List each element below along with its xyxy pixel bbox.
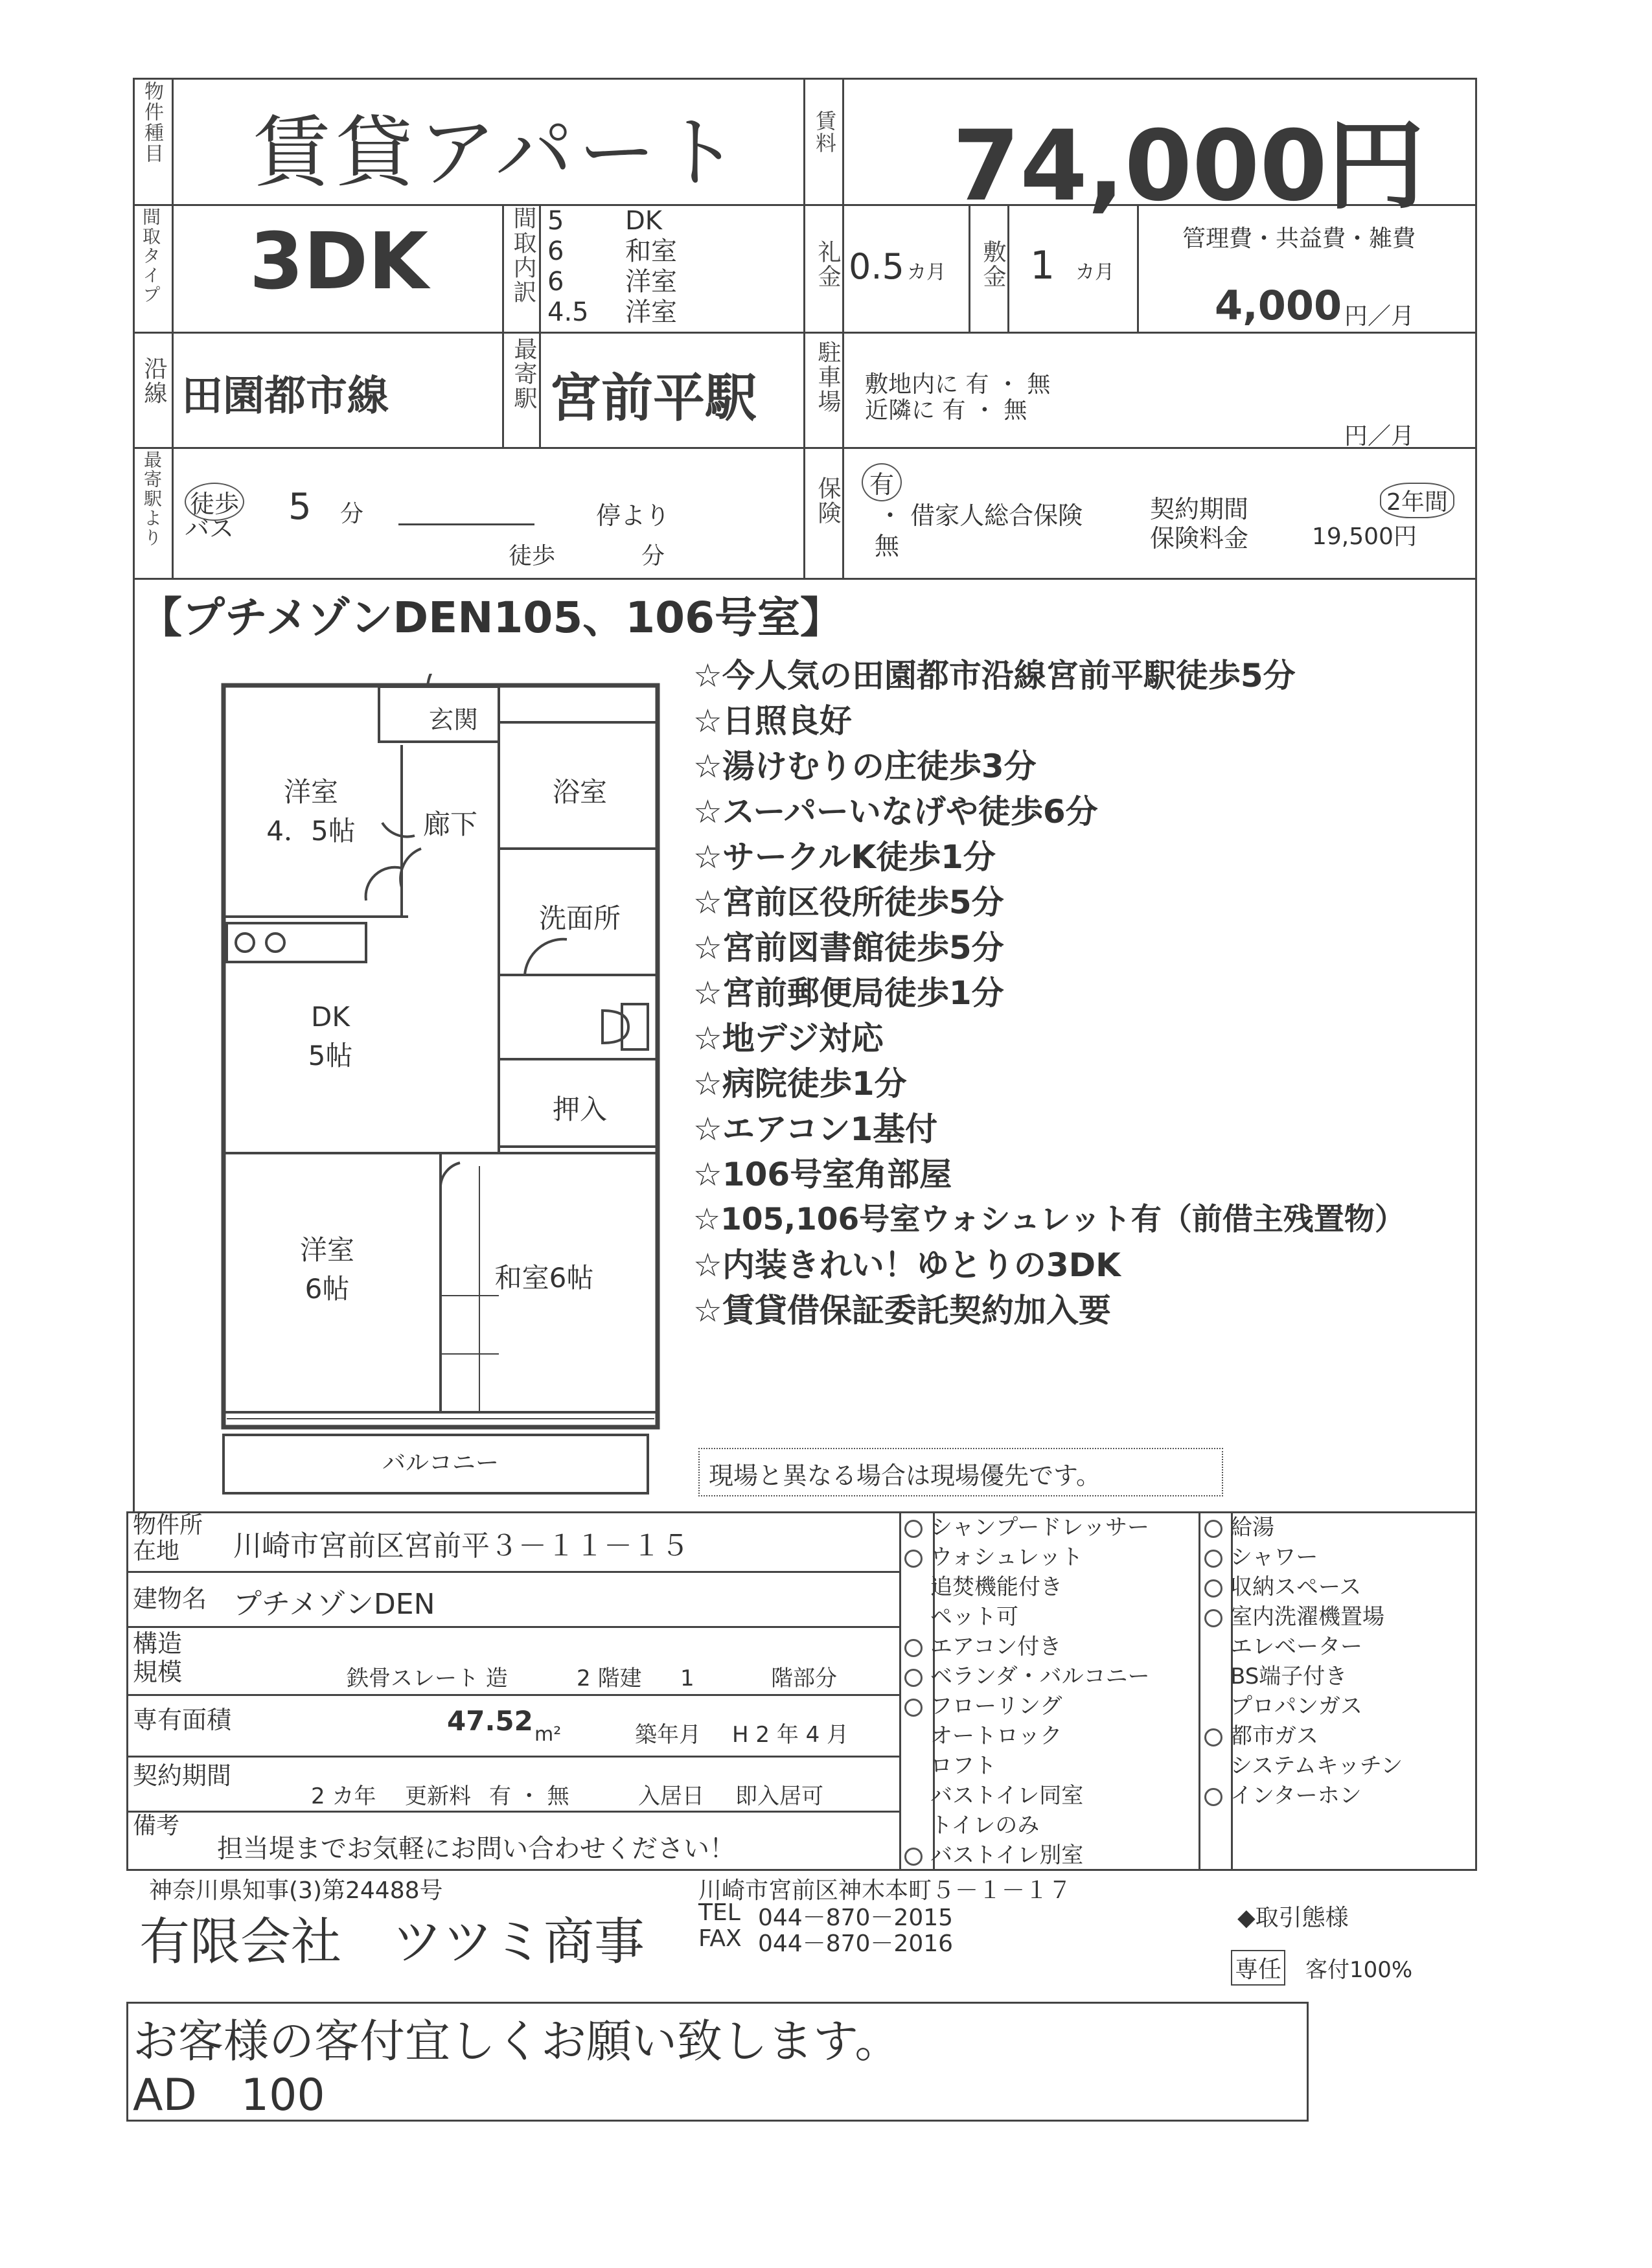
feature-item: ☆賃貸借保証委託契約加入要 [693, 1292, 1111, 1329]
breakdown-row: 6 洋室 [547, 267, 677, 297]
check-circle-icon [904, 1550, 923, 1568]
breakdown-row: 4.5 洋室 [547, 297, 677, 327]
feature-item: ☆日照良好 [693, 702, 852, 740]
structure-value: 鉄骨スレート 造 [347, 1666, 508, 1691]
area-label: 専有面積 [133, 1706, 232, 1734]
insurance-fee-label: 保険料金 [1150, 524, 1249, 553]
check-circle-icon [904, 1848, 923, 1866]
remarks-label: 備考 [133, 1813, 180, 1839]
area-unit: m² [534, 1723, 562, 1746]
deposit-label: 敷金 [980, 240, 1006, 289]
feature-item: ☆内装きれい！ゆとりの3DK [693, 1246, 1121, 1284]
equipment-item: インターホン [1200, 1781, 1473, 1811]
company-fax: 044－870－2016 [758, 1930, 954, 1957]
location-value: 川崎市宮前区宮前平３－１１－１５ [233, 1529, 689, 1563]
remarks-value: 担当堤までお気軽にお問い合わせください！ [217, 1834, 735, 1864]
feature-item: ☆106号室角部屋 [693, 1156, 952, 1193]
room-bath: 浴室 [552, 776, 607, 808]
access-label: 最寄駅より [141, 450, 163, 547]
equipment-item: 都市ガス [1200, 1721, 1473, 1751]
parking-nearby: 近隣に 有 ・ 無 [865, 397, 1027, 424]
insurance-no: 無 [875, 532, 900, 560]
check-circle-icon [1204, 1520, 1222, 1538]
parking-onsite: 敷地内に 有 ・ 無 [865, 371, 1051, 398]
transaction-type: 専任 [1231, 1950, 1285, 1986]
check-circle-icon [1204, 1579, 1222, 1598]
breakdown-label: 間取内訳 [510, 206, 536, 304]
feature-item: ☆宮前図書館徒歩5分 [693, 929, 1004, 967]
key-money-unit: カ月 [907, 261, 946, 284]
equipment-item: ペット可 [930, 1604, 1018, 1630]
equipment-item: システムキッチン [1230, 1753, 1403, 1779]
type-value: 賃貸アパート [253, 108, 744, 198]
move-value: 即入居可 [735, 1783, 823, 1809]
transaction-label: ◆取引態様 [1237, 1905, 1349, 1931]
room-dk: DK 5帖 [308, 1001, 353, 1071]
feature-item: ☆今人気の田園都市沿線宮前平駅徒歩5分 [693, 657, 1296, 694]
equipment-item: ロフト [930, 1753, 996, 1779]
breakdown-list [547, 206, 807, 328]
check-circle-icon [1204, 1550, 1222, 1568]
walk2-unit: 分 [641, 543, 665, 569]
equipment-item: BS端子付き [1230, 1664, 1348, 1690]
parking-unit: 円／月 [1344, 423, 1415, 450]
equipment-item: トイレのみ [930, 1813, 1040, 1838]
bus-label: バス [185, 514, 235, 543]
equipment-item: エレベーター [1230, 1634, 1362, 1660]
fee-label: 管理費・共益費・雑費 [1182, 225, 1416, 252]
walk-minutes: 5 [288, 486, 312, 528]
check-circle-icon [904, 1639, 923, 1657]
equipment-item: 室内洗濯機置場 [1200, 1602, 1473, 1632]
rent-label: 賃料 [812, 110, 837, 154]
station-value: 宮前平駅 [549, 368, 757, 428]
check-circle-icon [1204, 1728, 1222, 1747]
equipment-item: エアコン付き [901, 1632, 1199, 1662]
equipment-item: シャンプードレッサー [901, 1513, 1199, 1542]
site-priority-notice: 現場と異なる場合は現場優先です。 [698, 1448, 1223, 1496]
fee-unit: 円／月 [1344, 303, 1415, 330]
breakdown-row: 5 DK [547, 206, 663, 236]
building-label: 建物名 [133, 1585, 207, 1613]
equipment-item: フローリング [901, 1691, 1199, 1721]
commission: 客付100% [1305, 1957, 1413, 1983]
floor-part-value: 1 [680, 1666, 694, 1691]
company-address: 川崎市宮前区神木本町５－１－１７ [698, 1877, 1072, 1904]
insurance-fee-value: 19,500円 [1312, 523, 1417, 550]
contract-term-value: 2年間 [1380, 483, 1454, 518]
floor-plan [214, 674, 667, 1503]
room-balcony: バルコニー [382, 1450, 499, 1476]
room-closet: 押入 [552, 1094, 607, 1125]
footer-message: お客様の客付宜しくお願い致します。 [133, 2015, 901, 2068]
company-fax-label: FAX [698, 1925, 742, 1952]
contract-term-label: 契約期間 [1150, 495, 1249, 523]
contract-value: 2 カ年 [311, 1783, 376, 1809]
feature-item: ☆宮前郵便局徒歩1分 [693, 974, 1004, 1012]
room-western-45: 洋室 4．5帖 [266, 776, 356, 847]
equipment-column-2 [1200, 1513, 1473, 1811]
feature-list [693, 653, 1471, 1333]
feature-item: ☆スーパーいなげや徒歩6分 [693, 793, 1098, 830]
check-circle-icon [904, 1699, 923, 1717]
equipment-item: 給湯 [1200, 1513, 1473, 1542]
equipment-item: シャワー [1200, 1542, 1473, 1572]
location-label: 物件所在地 [133, 1512, 203, 1564]
stop-label: 停より [596, 501, 671, 530]
structure-label: 構造規模 [133, 1629, 183, 1686]
area-value: 47.52 [447, 1705, 533, 1737]
feature-item: ☆105,106号室ウォシュレット有（前借主残置物） [693, 1202, 1405, 1237]
equipment-item: バストイレ同室 [930, 1783, 1084, 1809]
equipment-item: プロパンガス [1230, 1693, 1362, 1719]
check-circle-icon [1204, 1609, 1222, 1627]
layout-label: 間取タイプ [140, 207, 161, 304]
built-value: H 2 年 4 月 [732, 1722, 849, 1748]
walk-label: 徒歩 [185, 483, 244, 521]
property-title: 【プチメゾンDEN105、106号室】 [139, 593, 843, 643]
equipment-column-1 [901, 1513, 1199, 1870]
floor-part-unit: 階部分 [771, 1666, 837, 1691]
company-tel-label: TEL [698, 1899, 740, 1926]
built-label: 築年月 [635, 1722, 701, 1748]
fee-value: 4,000 [1215, 282, 1342, 329]
room-western-6: 洋室 6帖 [299, 1234, 354, 1305]
feature-item: ☆エアコン1基付 [693, 1110, 938, 1148]
equipment-item: 収納スペース [1200, 1572, 1473, 1602]
feature-item: ☆湯けむりの庄徒歩3分 [693, 748, 1037, 785]
equipment-item: 追焚機能付き [930, 1574, 1062, 1600]
check-circle-icon [904, 1520, 923, 1538]
key-money-label: 礼金 [814, 240, 841, 289]
feature-item: ☆サークルK徒歩1分 [693, 838, 996, 876]
check-circle-icon [904, 1669, 923, 1687]
parking-label: 駐車場 [814, 340, 841, 414]
insurance-label: 保険 [814, 476, 841, 525]
feature-item: ☆病院徒歩1分 [693, 1065, 907, 1103]
breakdown-row: 6 和室 [547, 236, 677, 266]
insurance-name: ・ 借家人総合保険 [878, 501, 1083, 530]
building-value: プチメゾンDEN [233, 1588, 435, 1621]
equipment-item: ウォシュレット [901, 1542, 1199, 1572]
line-value: 田園都市線 [181, 372, 389, 420]
footer-ad: AD 100 [133, 2070, 325, 2121]
company-license: 神奈川県知事(3)第24488号 [149, 1877, 443, 1904]
line-label: 沿線 [141, 356, 167, 406]
room-washroom: 洗面所 [538, 902, 621, 934]
minute-unit: 分 [340, 501, 364, 527]
room-entrance: 玄関 [428, 705, 478, 734]
type-label: 物件種目 [141, 81, 163, 164]
walk2-label: 徒歩 [509, 543, 556, 569]
layout-value: 3DK [249, 217, 429, 307]
renewal-label: 更新料 [405, 1783, 471, 1809]
deposit-unit: カ月 [1075, 261, 1114, 284]
check-circle-icon [1204, 1788, 1222, 1806]
equipment-item: バストイレ別室 [901, 1840, 1199, 1870]
rent-value: 74,000円 [952, 110, 1425, 223]
company-tel: 044－870－2015 [758, 1905, 954, 1931]
key-money-value: 0.5 [849, 246, 904, 287]
company-name: 有限会社 ツツミ商事 [139, 1913, 645, 1971]
contract-label: 契約期間 [133, 1761, 232, 1790]
renewal-value: 有 ・ 無 [489, 1783, 569, 1809]
equipment-item: ベランダ・バルコニー [901, 1662, 1199, 1691]
room-hall: 廊下 [422, 808, 477, 840]
insurance-yes: 有 [862, 463, 902, 501]
bus-stop-blank [398, 523, 534, 525]
move-label: 入居日 [638, 1783, 704, 1809]
floors-value: 2 階建 [577, 1666, 642, 1691]
equipment-item: オートロック [930, 1723, 1062, 1749]
feature-item: ☆地デジ対応 [693, 1020, 884, 1057]
station-label: 最寄駅 [511, 337, 537, 411]
deposit-value: 1 [1030, 243, 1055, 288]
room-japanese-6: 和室6帖 [494, 1262, 594, 1294]
feature-item: ☆宮前区役所徒歩5分 [693, 884, 1004, 921]
